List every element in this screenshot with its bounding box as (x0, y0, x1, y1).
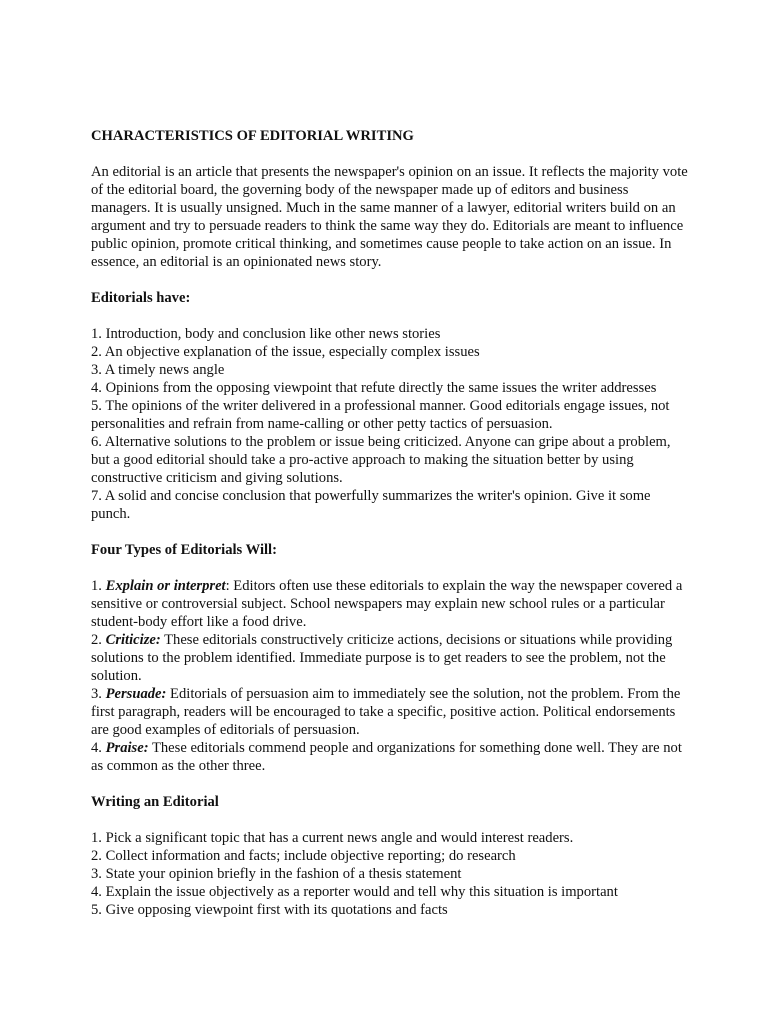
item-number: 1. (91, 578, 106, 594)
writing-heading: Writing an Editorial (91, 794, 219, 810)
list-item: 4. Explain the issue objectively as a reporter would and tell why this situation is important (91, 884, 618, 900)
intro-paragraph: An editorial is an article that presents the newspaper's opinion on an issue. It reflects the majority vote of the editorial board, the governing body of the newspaper made up of editors and business managers. It is usually unsigned. Much in the same manner of a lawyer, editorial writers build on an argument and try to persuade readers to think the same way they do. Editorials are meant to influence public opinion, promote critical thinking, and sometimes cause people to take action on an issue. In essence, an editorial is an opinionated news story. (91, 164, 688, 270)
four-types-heading: Four Types of Editorials Will: (91, 542, 277, 558)
list-item: 1. Pick a significant topic that has a current news angle and would interest readers. (91, 830, 574, 846)
list-item: 6. Alternative solutions to the problem or issue being criticized. Anyone can gripe about a problem, but a good editorial should take a pro-active approach to making the situation better by using constructive criticism and giving solutions. (91, 434, 671, 486)
list-item: 1. Introduction, body and conclusion like other news stories (91, 326, 441, 342)
list-item (91, 739, 691, 775)
list-item (91, 577, 691, 631)
item-number: 2. (91, 632, 106, 648)
document-page (91, 127, 691, 937)
list-item (91, 631, 691, 685)
list-item: 5. Give opposing viewpoint first with its quotations and facts (91, 902, 448, 918)
item-term: Criticize: (105, 632, 161, 648)
list-item: 2. An objective explanation of the issue, especially complex issues (91, 344, 480, 360)
item-term: Persuade: (105, 686, 167, 702)
list-item: 3. A timely news angle (91, 362, 225, 378)
document-title: CHARACTERISTICS OF EDITORIAL WRITING (91, 128, 414, 144)
item-number: 4. (91, 740, 106, 756)
list-item: 7. A solid and concise conclusion that powerfully summarizes the writer's opinion. Give it some punch. (91, 488, 651, 522)
editorials-have-list (91, 325, 691, 523)
four-types-list (91, 577, 691, 775)
list-item: 2. Collect information and facts; include objective reporting; do research (91, 848, 516, 864)
item-term: Praise: (105, 740, 149, 756)
item-term: Explain or interpret (105, 578, 226, 594)
item-text: Editorials of persuasion aim to immediately see the solution, not the problem. From the first paragraph, readers will be encouraged to take a specific, positive action. Political endorsements are good examples of editorials of persuasion. (91, 686, 681, 738)
item-text: These editorials commend people and organizations for something done well. They are not as common as the other three. (91, 740, 682, 774)
list-item: 5. The opinions of the writer delivered in a professional manner. Good editorials engage issues, not personalities and refrain from name-calling or other petty tactics of persuasion. (91, 398, 670, 432)
editorials-have-heading: Editorials have: (91, 290, 191, 306)
list-item: 3. State your opinion briefly in the fashion of a thesis statement (91, 866, 462, 882)
list-item (91, 685, 691, 739)
writing-list (91, 829, 691, 919)
item-text: : Editors often use these editorials to explain the way the newspaper covered a sensitive or controversial subject. School newspapers may explain new school rules or a particular student-body effort like a food drive. (91, 578, 683, 630)
list-item: 4. Opinions from the opposing viewpoint that refute directly the same issues the writer addresses (91, 380, 657, 396)
item-number: 3. (91, 686, 106, 702)
item-text: These editorials constructively criticize actions, decisions or situations while providing solutions to the problem identified. Immediate purpose is to get readers to see the problem, not the solution. (91, 632, 673, 684)
